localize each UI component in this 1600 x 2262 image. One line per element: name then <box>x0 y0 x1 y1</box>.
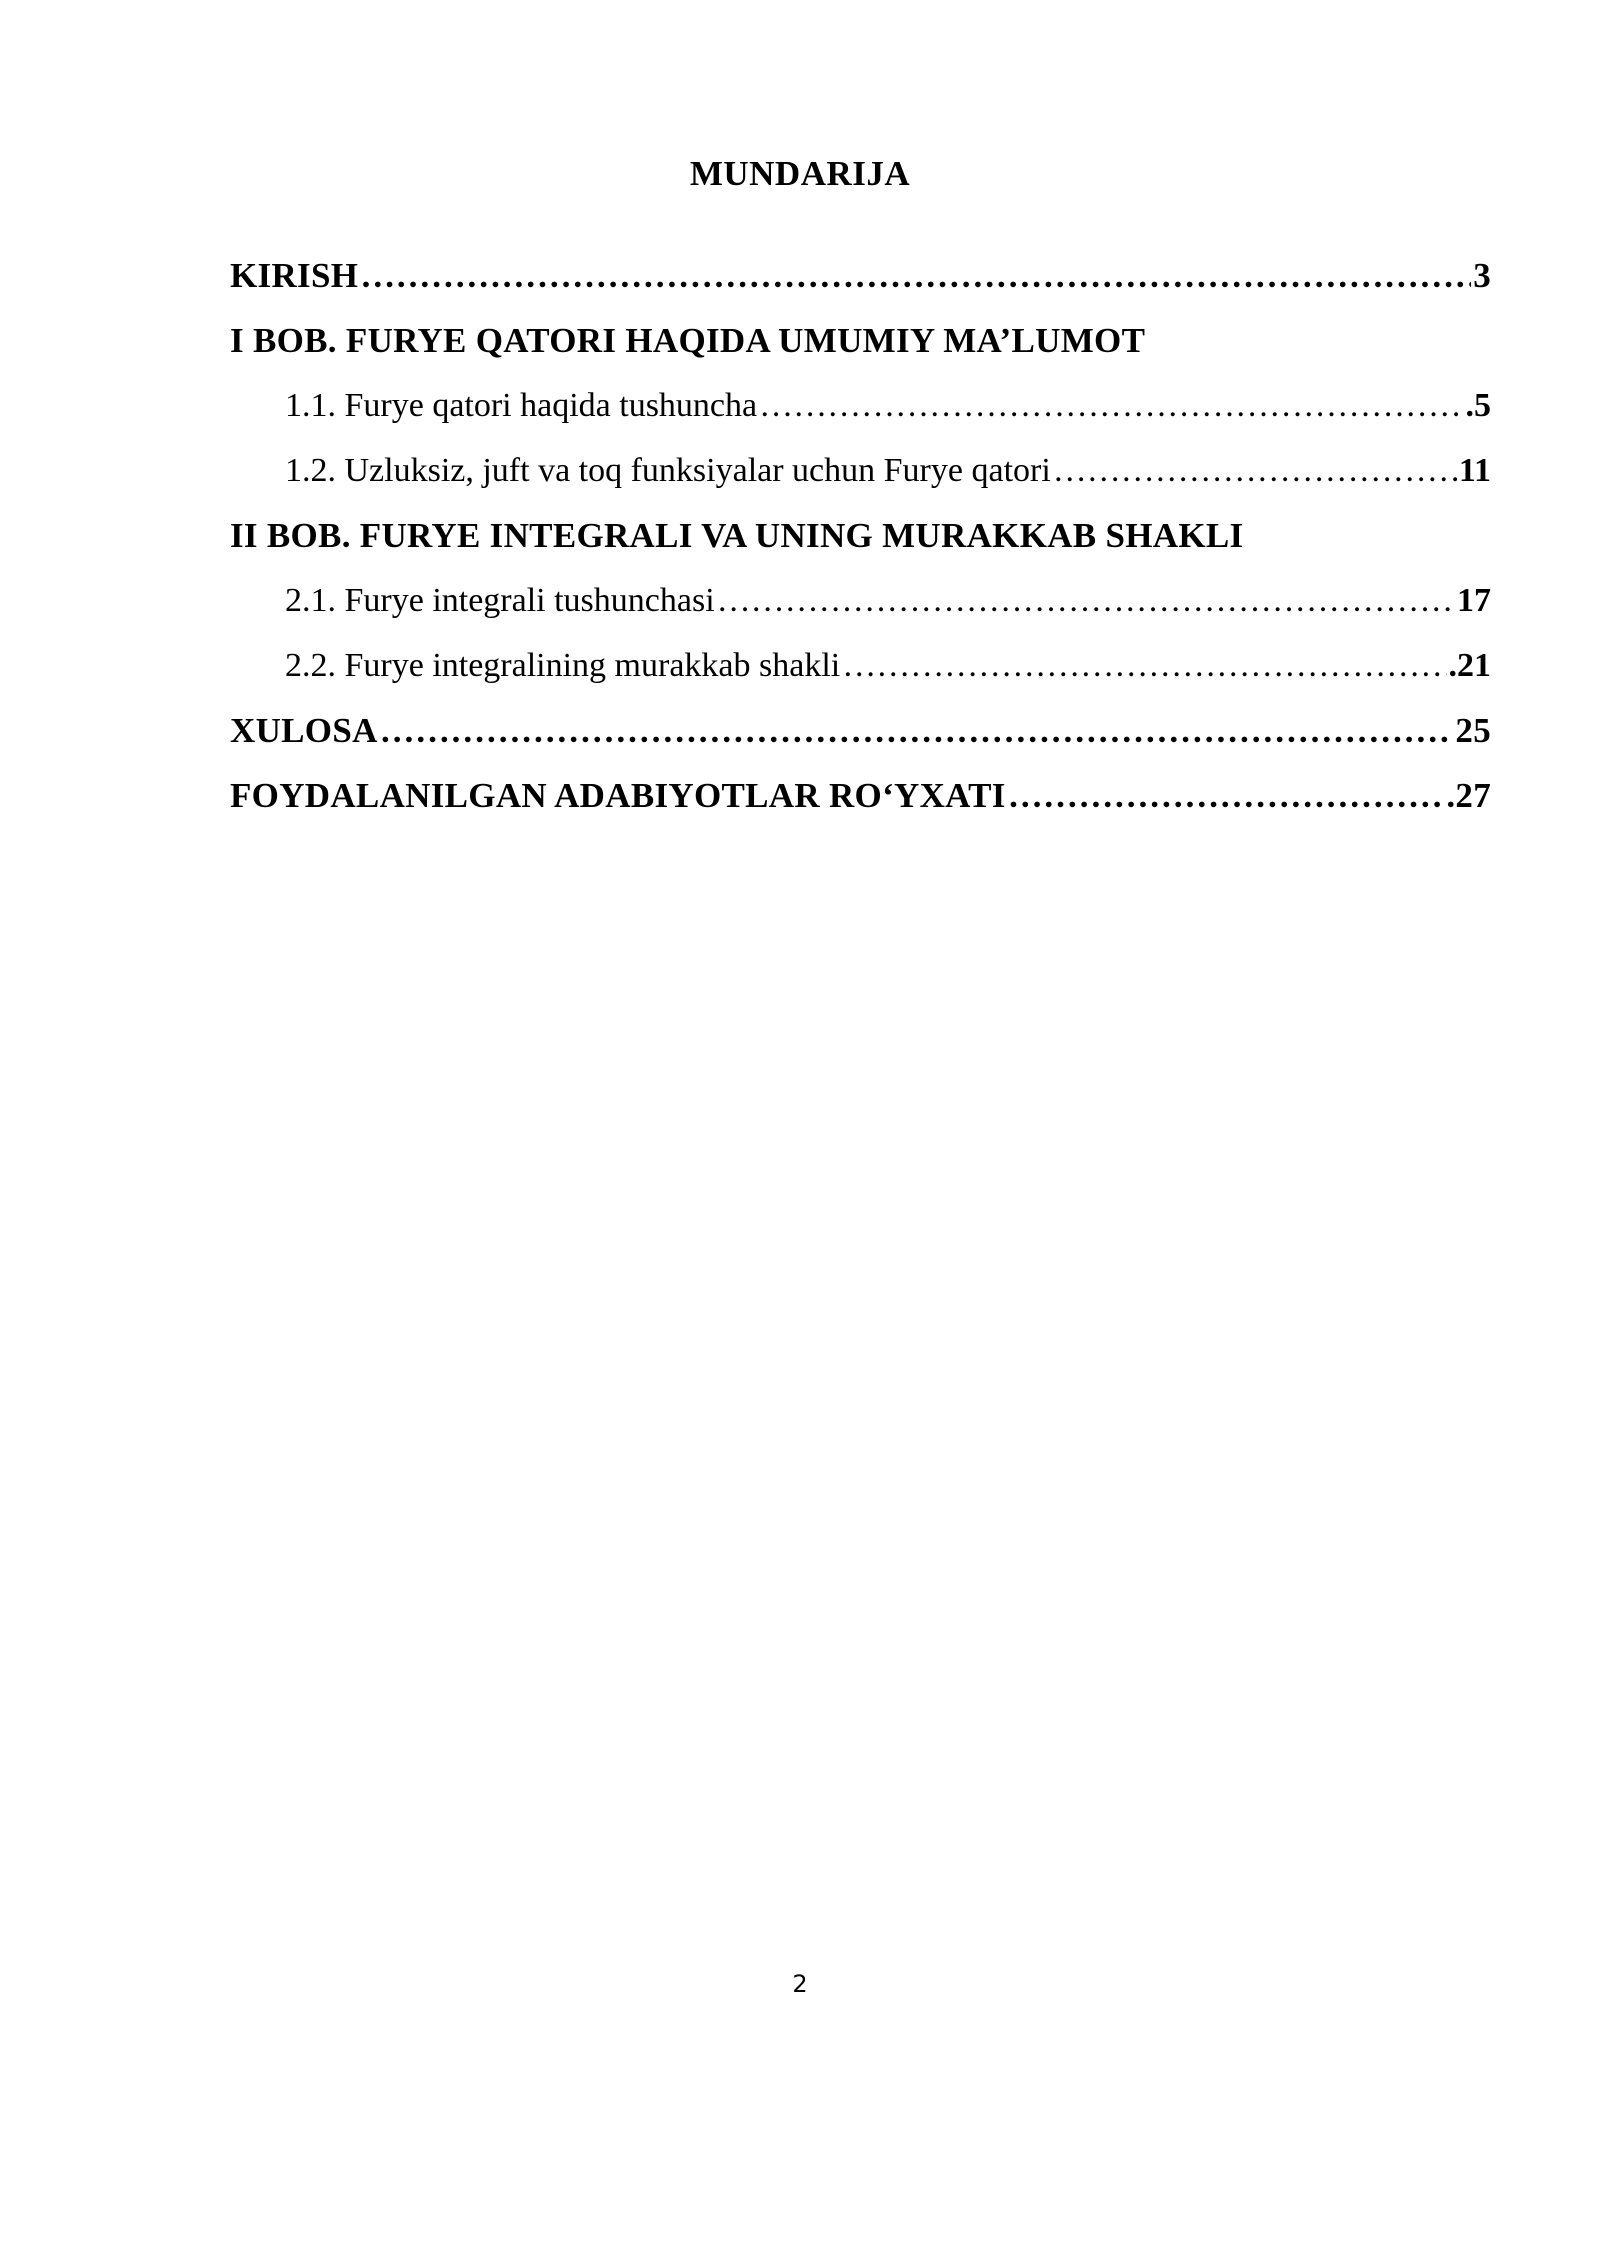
toc-entry-kirish <box>230 243 1495 308</box>
toc-entry-section-2-1 <box>230 568 1495 633</box>
toc-dot-leader <box>360 256 1471 296</box>
toc-entry-xulosa <box>230 698 1495 763</box>
toc-dot-leader <box>1008 776 1445 816</box>
toc-entry-page: 11 <box>1458 451 1491 489</box>
toc-entry-label: 1.1. Furye qatori haqida tushuncha <box>285 386 758 424</box>
toc-entry-chapter-1 <box>230 308 1495 373</box>
toc-entry-label: 1.2. Uzluksiz, juft va toq funksiyalar uchun Furye qatori <box>285 451 1051 489</box>
toc-entry-chapter-2 <box>230 503 1495 568</box>
toc-entry-label: FOYDALANILGAN ADABIYOTLAR RO‘YXATI <box>230 775 1006 815</box>
table-of-contents <box>230 243 1495 828</box>
toc-entry-section-1-2 <box>230 438 1495 503</box>
toc-entry-section-2-2 <box>230 633 1495 698</box>
toc-entry-page: .5 <box>1465 386 1491 424</box>
toc-entry-bibliography <box>230 763 1495 828</box>
toc-dot-leader <box>717 582 1455 620</box>
toc-entry-label: XULOSA <box>230 710 378 750</box>
toc-title: MUNDARIJA <box>689 154 911 193</box>
toc-entry-label: 2.2. Furye integralining murakkab shakli <box>285 646 841 684</box>
page-number: 2 <box>792 1970 808 1998</box>
toc-entry-label: II BOB. FURYE INTEGRALI VA UNING MURAKKAB SHAKLI <box>230 515 1244 555</box>
toc-entry-label: I BOB. FURYE QATORI HAQIDA UMUMIY MA’LUMOT <box>230 320 1146 360</box>
toc-entry-page: 25 <box>1455 710 1491 750</box>
toc-dot-leader <box>380 711 1454 751</box>
toc-entry-page: 17 <box>1457 581 1491 619</box>
toc-entry-page: .21 <box>1448 646 1491 684</box>
toc-dot-leader <box>842 647 1446 685</box>
toc-dot-leader <box>759 387 1463 425</box>
toc-entry-page: .27 <box>1446 775 1491 815</box>
toc-entry-section-1-1 <box>230 373 1495 438</box>
toc-entry-label: KIRISH <box>230 255 359 295</box>
toc-dot-leader <box>1053 452 1457 490</box>
toc-entry-page: 3 <box>1473 255 1491 295</box>
toc-entry-label: 2.1. Furye integrali tushunchasi <box>285 581 715 619</box>
